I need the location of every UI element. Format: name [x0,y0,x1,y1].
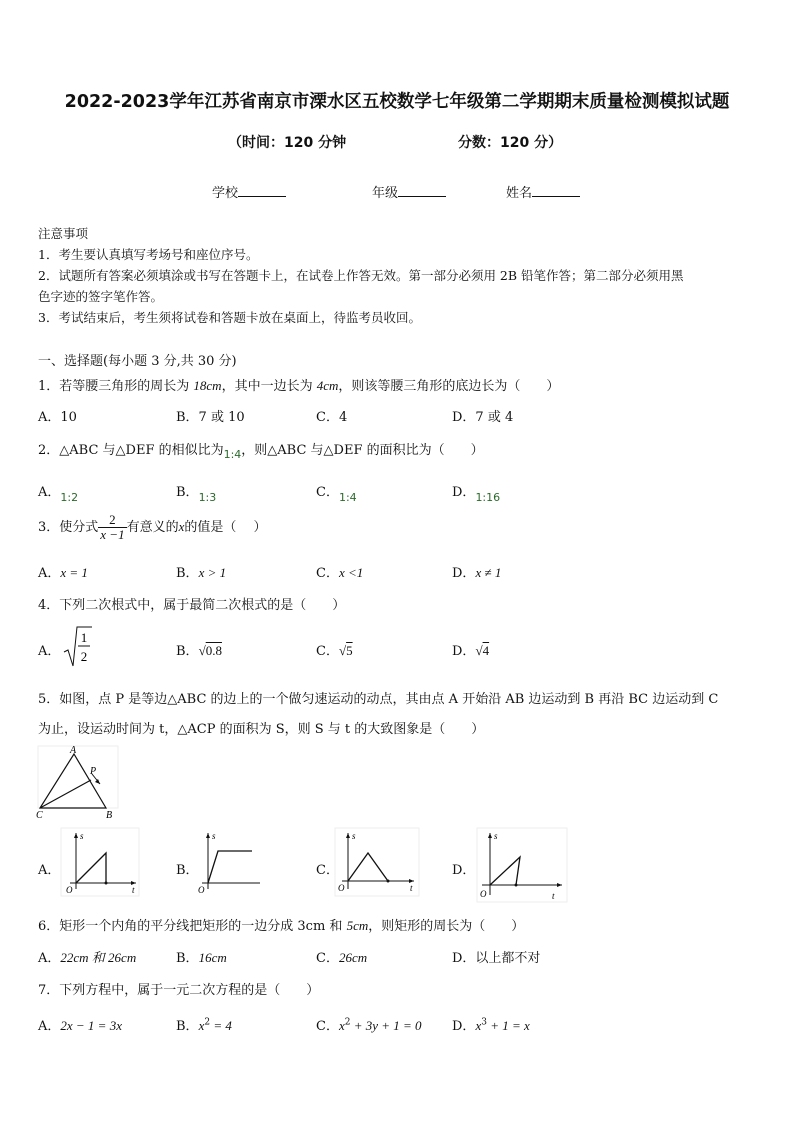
q2-option-c[interactable]: C．$_{1:4}$ [316,485,357,504]
q1-option-b[interactable]: B．7 或 10 [176,410,245,425]
exam-time: （时间：120 分钟 [228,135,347,151]
q2-option-b[interactable]: B．$_{1:3}$ [176,485,217,504]
q6-option-b[interactable]: B．16cm [176,950,227,966]
q5-option-b[interactable]: B． [176,863,199,878]
name-field[interactable] [506,182,580,201]
svg-text:s: s [494,831,498,841]
q7-option-d[interactable]: D．$x^3 + 1 = x$ [452,1017,530,1034]
q4-option-b[interactable]: B．√0.8 [176,643,222,659]
svg-text:O: O [480,889,487,899]
svg-text:t: t [410,883,413,893]
svg-text:s: s [80,831,84,841]
svg-text:A: A [70,745,77,756]
svg-text:C: C [36,810,43,820]
q5-graph-b [194,827,264,897]
question-4: 4．下列二次根式中，属于最简二次根式的是（ ） [38,598,346,613]
question-1: 1．若等腰三角形的周长为 18cm，其中一边长为 4cm，则该等腰三角形的底边长为（ ） [38,378,560,394]
question-7: 7．下列方程中，属于一元二次方程的是（ ） [38,983,320,998]
section-heading: 一、选择题(每小题 3 分,共 30 分) [38,354,237,369]
sqrt-half-expression [62,624,92,668]
q1-option-a[interactable]: A．10 [38,410,77,425]
q2-option-a[interactable]: A．$_{1:2}$ [38,485,79,504]
q6-option-a[interactable]: A．22cm 和 26cm [38,950,137,966]
svg-text:t: t [552,891,555,901]
q5-option-c[interactable]: C． [316,863,339,878]
note-item: 1．考生要认真填写考场号和座位序号。 [38,247,259,262]
q3-option-d[interactable]: D．x ≠ 1 [452,565,502,581]
note-item: 3．考试结束后，考生须将试卷和答题卡放在桌面上，待监考员收回。 [38,310,421,325]
question-5-line2: 为止，设运动时间为 t，△ACP 的面积为 S，则 S 与 t 的大致图象是（ ） [38,722,485,737]
triangle-figure [34,744,120,820]
svg-text:O: O [198,885,205,895]
svg-text:t: t [132,885,135,895]
svg-text:1: 1 [80,630,88,645]
q7-option-c[interactable]: C．$x^2 + 3y + 1 = 0$ [316,1017,422,1034]
svg-text:s: s [352,831,356,841]
q1-option-d[interactable]: D．7 或 4 [452,410,514,425]
school-label: 学校 [212,186,239,201]
notes-heading: 注意事项 [38,226,89,241]
question-6: 6．矩形一个内角的平分线把矩形的一边分成 3cm 和 5cm，则矩形的周长为（ ） [38,918,525,934]
q4-option-d[interactable]: D．√4 [452,643,490,659]
school-field[interactable] [212,182,286,201]
fraction: $\frac{2}{x -1}$ [100,512,125,542]
q7-option-b[interactable]: B．$x^2 = 4$ [176,1017,232,1034]
svg-text:2: 2 [80,649,88,664]
q5-option-d[interactable]: D． [452,863,476,878]
q6-option-d[interactable]: D．以上都不对 [452,951,541,966]
question-5-line1: 5．如图，点 P 是等边△ABC 的边上的一个做匀速运动的动点，其由点 A 开始沿 AB 边运动到 B 再沿 BC 边运动到 C [38,692,719,707]
svg-text:B: B [106,810,113,820]
q5-graph-d [476,827,568,903]
q4-option-c[interactable]: C．√5 [316,643,353,659]
exam-title: 2022-2023学年江苏省南京市溧水区五校数学七年级第二学期期末质量检测模拟试题 [64,92,730,112]
svg-text:O: O [338,883,345,893]
q6-option-c[interactable]: C．26cm [316,950,368,966]
q3-option-a[interactable]: A．x = 1 [38,565,88,581]
q3-option-c[interactable]: C．x <1 [316,565,364,581]
name-label: 姓名 [506,186,533,201]
q5-option-a[interactable]: A． [38,863,61,878]
q5-graph-a [60,827,140,897]
svg-text:P: P [90,766,97,777]
q3-option-b[interactable]: B．x > 1 [176,565,227,581]
svg-text:O: O [66,885,73,895]
note-item: 色字迹的签字笔作答。 [38,289,164,304]
question-3: 3．使分式 $\frac{2}{x -1}$ 有意义的x的值是（ ） [38,512,267,542]
q4-option-a[interactable]: A． [38,644,61,659]
q7-option-a[interactable]: A．2x − 1 = 3x [38,1018,122,1034]
q1-option-c[interactable]: C．4 [316,410,348,425]
note-item: 2．试题所有答案必须填涂或书写在答题卡上，在试卷上作答无效。第一部分必须用 2B 铅笔作答；第二部分必须用黑 [38,268,684,283]
question-2: 2．△ABC 与△DEF 的相似比为$_{1:4}$，则△ABC 与△DEF 的面积比为（ ） [38,443,484,461]
grade-field[interactable] [372,182,446,201]
q2-option-d[interactable]: D．$_{1:16}$ [452,485,501,504]
svg-text:s: s [212,831,216,841]
exam-score: 分数：120 分） [458,135,563,151]
grade-label: 年级 [372,186,399,201]
q5-graph-c [334,827,420,897]
